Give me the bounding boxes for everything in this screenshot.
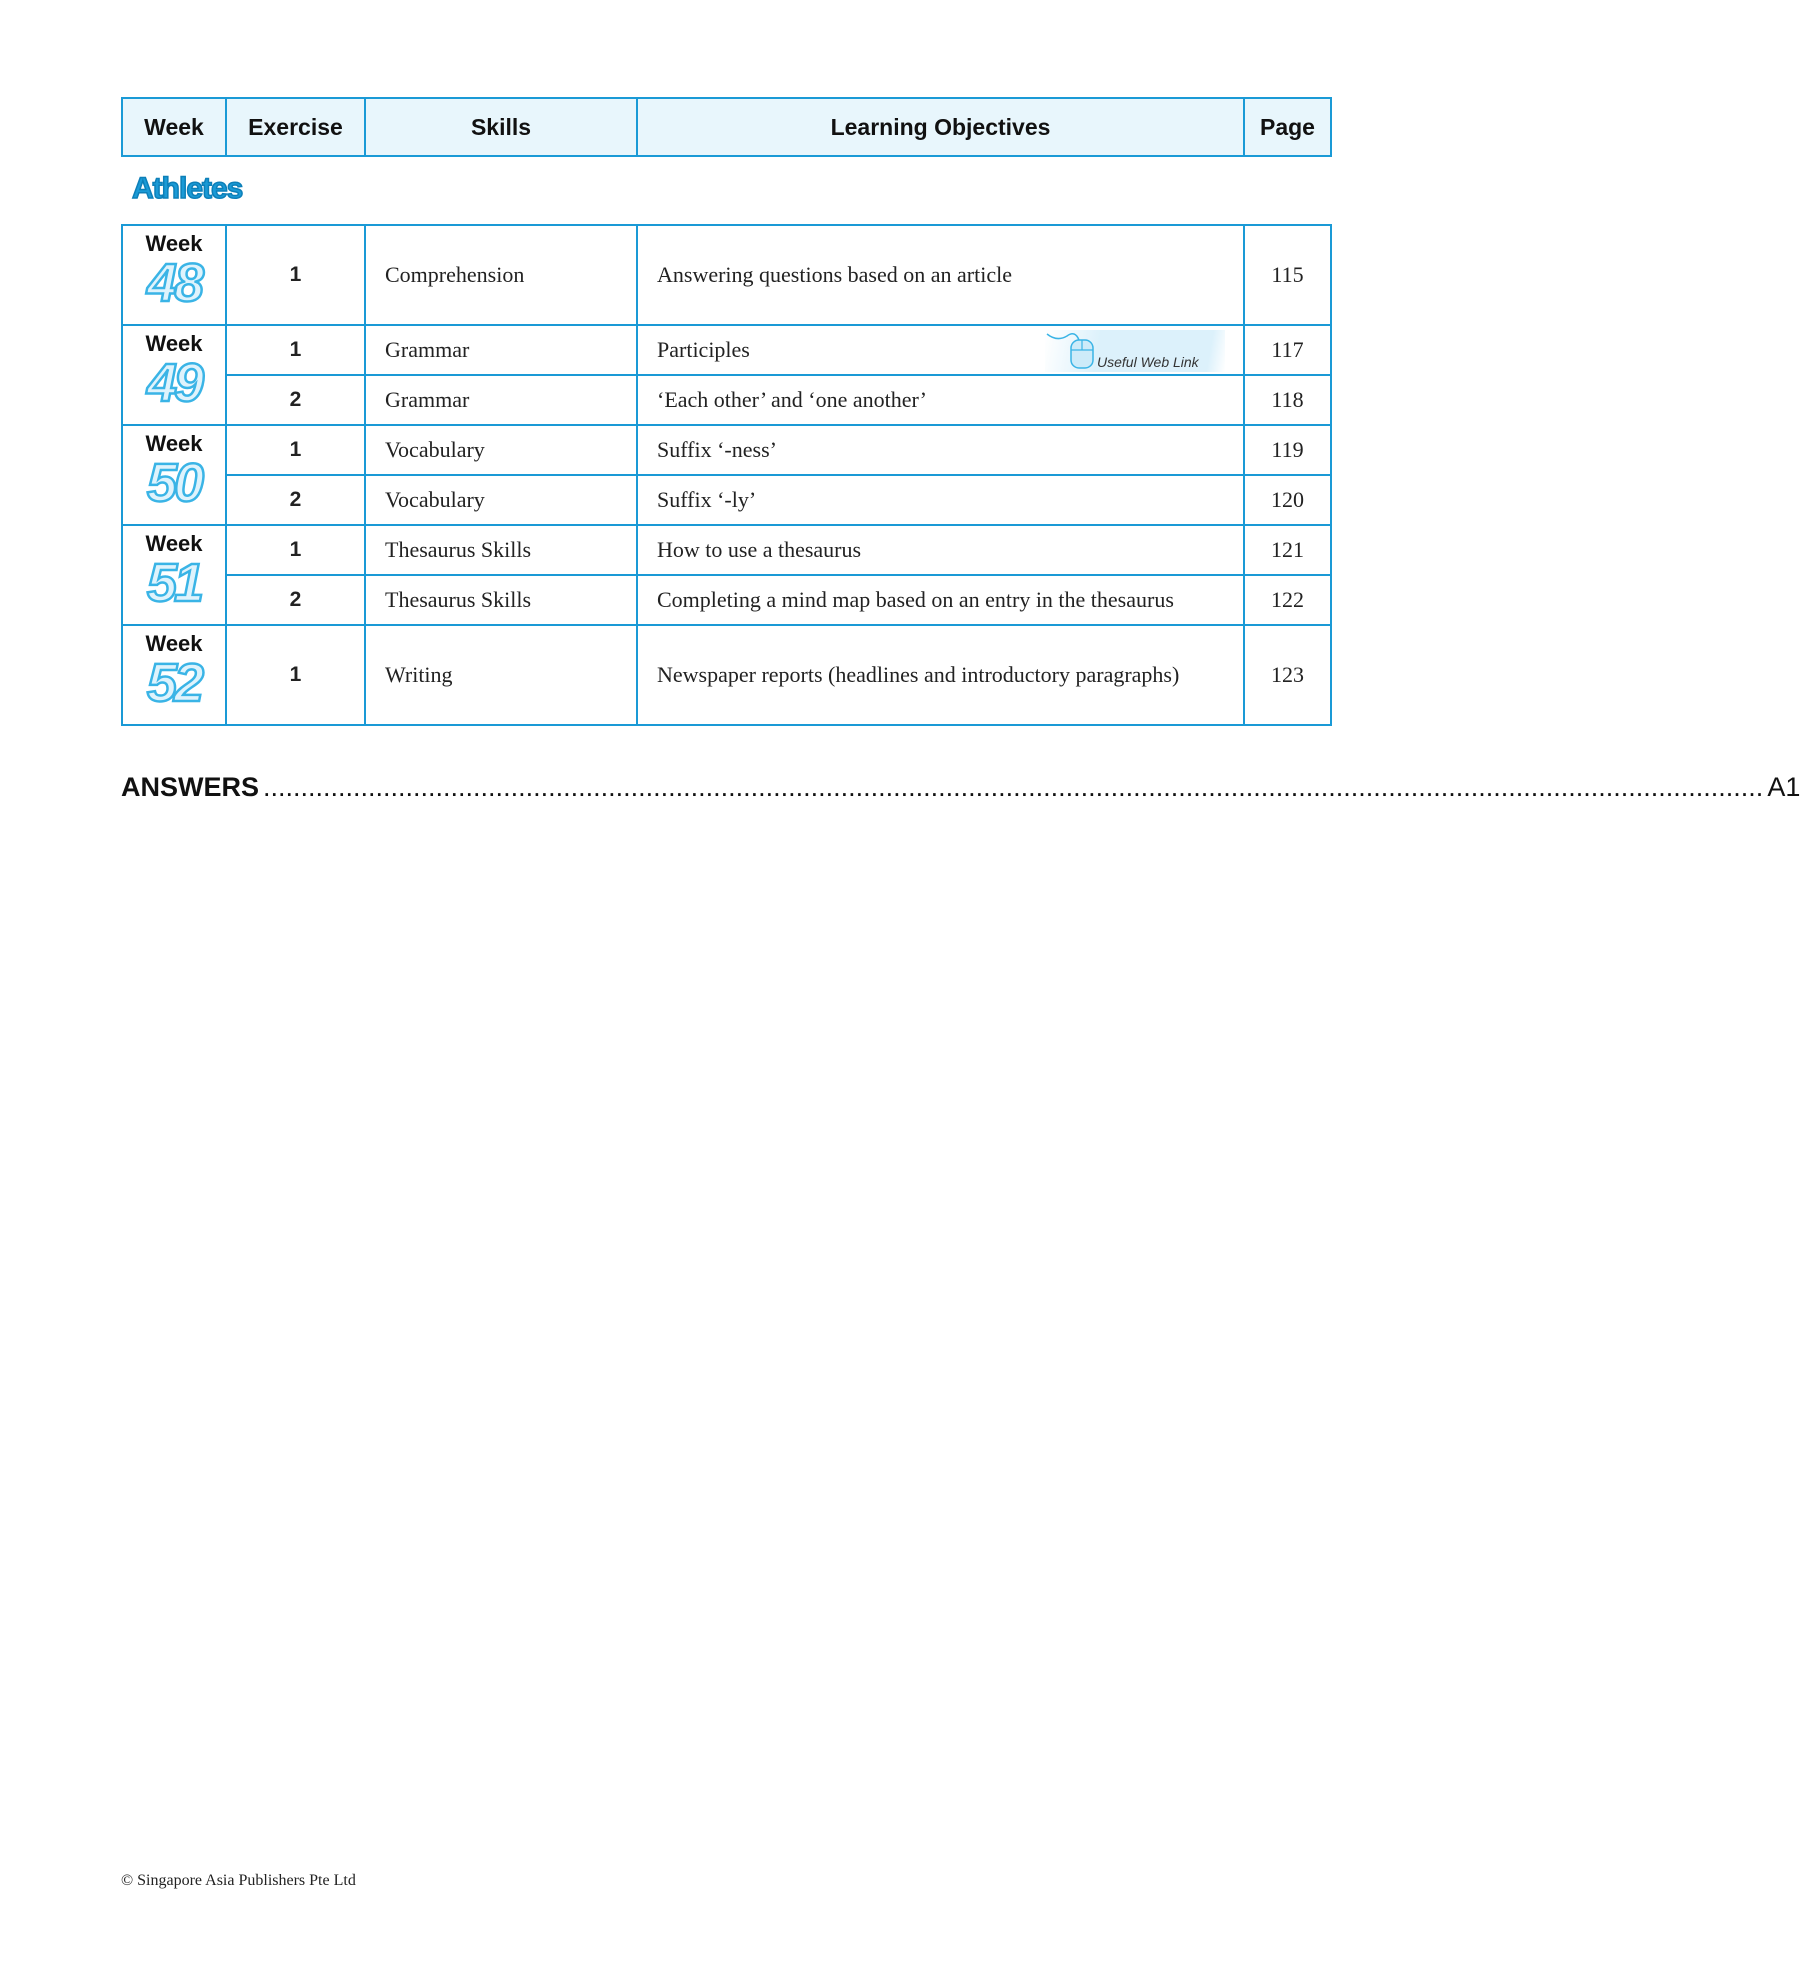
header-exercise: Exercise: [226, 98, 365, 156]
copyright: © Singapore Asia Publishers Pte Ltd: [121, 1872, 356, 1889]
exercise-cell: 2: [226, 375, 365, 425]
table-row: [122, 425, 1331, 475]
week-number: 51: [146, 553, 202, 613]
exercise-cell: 1: [226, 625, 365, 725]
objective-cell: Answering questions based on an article: [637, 225, 1244, 325]
week-cell: [122, 225, 226, 325]
table-row: [122, 525, 1331, 575]
week-number: 49: [146, 353, 202, 413]
skill-cell: Writing: [365, 625, 637, 725]
toc-table: [121, 224, 1332, 726]
objective-cell: Participles: [637, 325, 1244, 375]
leader-dots: ........................................................................................................................................................................................................: [263, 772, 1764, 802]
page-cell[interactable]: 118: [1244, 375, 1331, 425]
header-skills: Skills: [365, 98, 637, 156]
header-week: Week: [122, 98, 226, 156]
week-cell: [122, 625, 226, 725]
table-row: [122, 225, 1331, 325]
header-page: Page: [1244, 98, 1331, 156]
week-number: 50: [146, 453, 202, 513]
unit-title: Athletes: [132, 172, 243, 205]
week-number: 52: [146, 653, 202, 713]
exercise-cell: 1: [226, 225, 365, 325]
week-cell: [122, 325, 226, 425]
week-label: Week: [145, 531, 203, 556]
page-cell[interactable]: 117: [1244, 325, 1331, 375]
week-label: Week: [145, 331, 203, 356]
week-number: 48: [146, 253, 202, 313]
page-cell[interactable]: 120: [1244, 475, 1331, 525]
useful-web-link[interactable]: [1045, 330, 1225, 372]
week-label: Week: [145, 431, 203, 456]
page-cell[interactable]: 121: [1244, 525, 1331, 575]
exercise-cell: 2: [226, 475, 365, 525]
exercise-cell: 1: [226, 325, 365, 375]
skill-cell: Comprehension: [365, 225, 637, 325]
exercise-cell: 1: [226, 525, 365, 575]
page-cell[interactable]: 115: [1244, 225, 1331, 325]
table-row: [122, 375, 1331, 425]
page-cell[interactable]: 119: [1244, 425, 1331, 475]
answers-page: A1: [1767, 772, 1800, 802]
skill-cell: Vocabulary: [365, 475, 637, 525]
toc-header: [121, 97, 1332, 157]
header-objectives: Learning Objectives: [637, 98, 1244, 156]
week-label: Week: [145, 631, 203, 656]
objective-cell: Completing a mind map based on an entry in the thesaurus: [637, 575, 1244, 625]
answers-entry: [121, 772, 1800, 803]
objective-cell: How to use a thesaurus: [637, 525, 1244, 575]
table-row: [122, 625, 1331, 725]
week-label: Week: [145, 231, 203, 256]
objective-cell: ‘Each other’ and ‘one another’: [637, 375, 1244, 425]
web-link-label: Useful Web Link: [1097, 354, 1199, 370]
page-cell[interactable]: 122: [1244, 575, 1331, 625]
mouse-icon: [1045, 330, 1105, 372]
objective-cell: Suffix ‘-ly’: [637, 475, 1244, 525]
table-row: [122, 475, 1331, 525]
exercise-cell: 1: [226, 425, 365, 475]
skill-cell: Vocabulary: [365, 425, 637, 475]
week-cell: [122, 525, 226, 625]
exercise-cell: 2: [226, 575, 365, 625]
answers-label: ANSWERS: [121, 772, 260, 802]
table-row: [122, 575, 1331, 625]
skill-cell: Thesaurus Skills: [365, 575, 637, 625]
objective-cell: Newspaper reports (headlines and introductory paragraphs): [637, 625, 1244, 725]
skill-cell: Thesaurus Skills: [365, 525, 637, 575]
objective-cell: Suffix ‘-ness’: [637, 425, 1244, 475]
skill-cell: Grammar: [365, 375, 637, 425]
skill-cell: Grammar: [365, 325, 637, 375]
page-cell[interactable]: 123: [1244, 625, 1331, 725]
week-cell: [122, 425, 226, 525]
